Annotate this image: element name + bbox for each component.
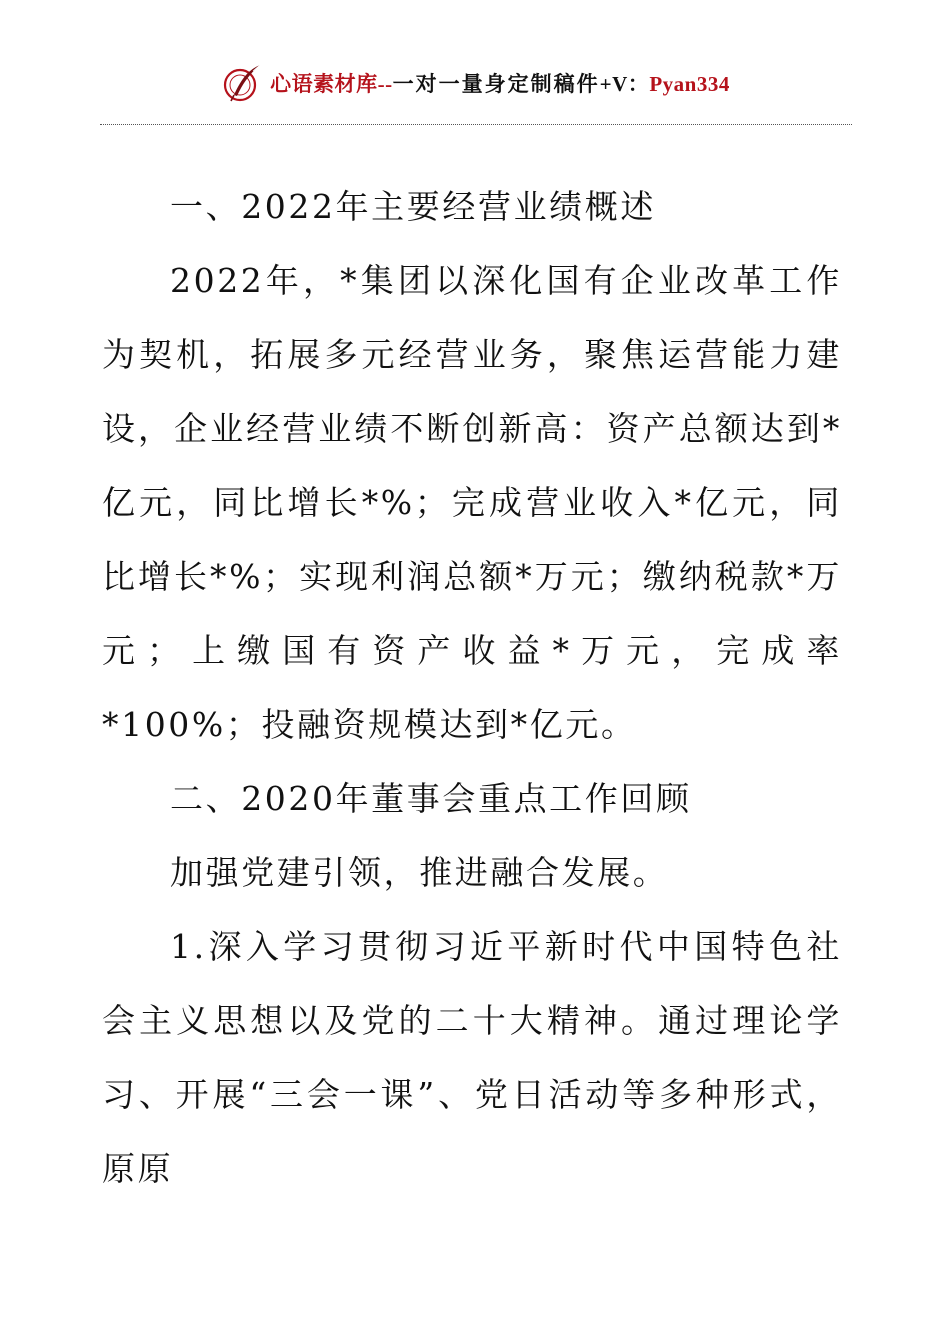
- header-separator: --: [377, 72, 393, 96]
- quill-pen-icon: [220, 61, 264, 105]
- brand-name: 心语素材库: [270, 72, 378, 96]
- header-text: [270, 68, 730, 98]
- section-2-lead: 加强党建引领，推进融合发展。: [170, 853, 669, 892]
- header-divider: [100, 124, 852, 125]
- section-2-title: 二、2020年董事会重点工作回顾: [170, 779, 692, 818]
- document-body: [102, 170, 842, 1206]
- header-slogan: 一对一量身定制稿件: [392, 72, 600, 96]
- page-header: [0, 58, 950, 108]
- section-1-paragraph: 2022年，*集团以深化国有企业改革工作为契机，拓展多元经营业务，聚焦运营能力建设，企业经营业绩不断创新高：资产总额达到*亿元，同比增长*%；完成营业收入*亿元，同比增长*%；实现利润总额*万元；缴纳税款*万元；上缴国有资产收益*万元，完成率*100%；投融资规模达到*亿元。: [102, 261, 842, 744]
- wechat-id: Pyan334: [649, 72, 730, 96]
- section-1-title: 一、2022年主要经营业绩概述: [170, 187, 656, 226]
- contact-prefix: +V：: [599, 72, 650, 96]
- item-1-paragraph: 1.深入学习贯彻习近平新时代中国特色社会主义思想以及党的二十大精神。通过理论学习、开展“三会一课”、党日活动等多种形式，原原: [102, 927, 842, 1188]
